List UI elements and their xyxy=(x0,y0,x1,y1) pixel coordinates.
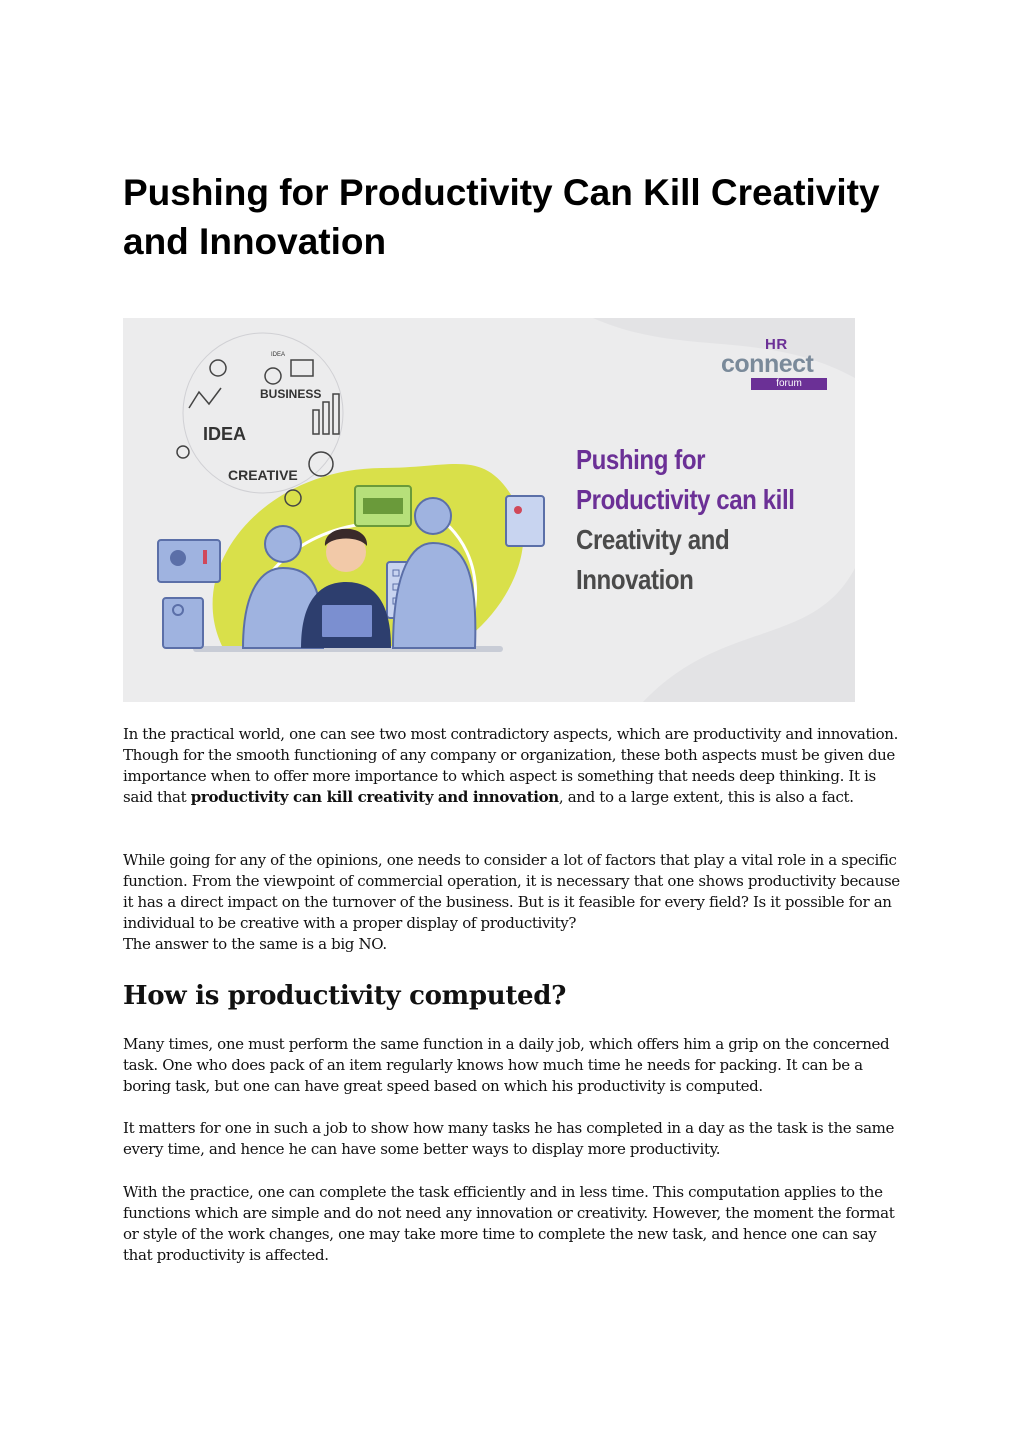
paragraph-intro-end: , and to a large extent, this is also a fact. xyxy=(558,788,854,806)
paragraph-intro-start: In the practical world, one can see two most contradictory aspects, which are productivity and innovation. Though for the smooth functioning of any company or organization, these both aspects must be given due importance when to offer more importance to which aspect is something that needs deep thinking. It is said that xyxy=(123,725,898,806)
banner-headline-line2: Productivity can kill xyxy=(576,484,795,515)
banner-headline xyxy=(576,440,808,600)
laptop-doodle-icon xyxy=(291,360,313,376)
doodle-idea: IDEA xyxy=(203,424,247,444)
bold-link-text: productivity can kill creativity and innovation xyxy=(190,788,559,806)
paragraph-daily-job: Many times, one must perform the same function in a daily job, which offers him a grip on the concerned task. One who does pack of an item regularly knows how much time he needs for packing. It can be a boring task, but one can have great speed based on which his productivity is computed. xyxy=(123,1035,890,1095)
page-title: Pushing for Productivity Can Kill Creativity and Innovation xyxy=(123,172,880,262)
person-left-icon xyxy=(265,526,301,562)
chart-card-icon xyxy=(158,540,220,582)
logo-connect-text: connect xyxy=(721,350,814,378)
trend-doodle-icon xyxy=(189,388,221,408)
doodle-creative: CREATIVE xyxy=(228,467,298,483)
paragraph-tasks-count: It matters for one in such a job to show how many tasks he has completed in a day as the task is the same every time, and hence he can have some better ways to display more productivity. xyxy=(123,1119,895,1158)
logo-hr-text: HR xyxy=(765,336,788,353)
bar-chart-doodle-icon xyxy=(313,410,319,434)
doodle-business: BUSINESS xyxy=(260,387,322,401)
document-card-icon xyxy=(506,496,544,546)
banner-headline-line1: Pushing for xyxy=(576,444,706,475)
gear-doodle-icon xyxy=(265,368,281,384)
banner-headline-line3: Creativity and xyxy=(576,524,730,555)
logo-forum-text: forum xyxy=(751,378,827,390)
paragraph-opinions xyxy=(123,850,908,955)
brain-doodle-icon xyxy=(309,452,333,476)
banner-image xyxy=(123,318,855,702)
section-heading: How is productivity computed? xyxy=(123,981,567,1011)
search-card-icon xyxy=(163,598,203,648)
person-right-icon xyxy=(415,498,451,534)
lightbulb-doodle-icon xyxy=(210,360,226,376)
paragraph-opinions-answer: The answer to the same is a big NO. xyxy=(123,935,387,953)
paragraph-opinions-text: While going for any of the opinions, one needs to consider a lot of factors that play a vital role in a specific function. From the viewpoint of commercial operation, it is necessary that one shows productivity because it has a direct impact on the turnover of the business. But is it feasible for every field? Is it possible for an individual to be creative with a proper display of productivity? xyxy=(123,851,900,932)
hr-connect-forum-logo xyxy=(721,336,833,392)
at-doodle-icon xyxy=(177,446,189,458)
paragraph-intro xyxy=(123,724,908,808)
doodle-idea-small: IDEA xyxy=(271,352,286,358)
paragraph-practice: With the practice, one can complete the task efficiently and in less time. This computation applies to the functions which are simple and do not need any innovation or creativity. However, the moment the format or style of the work changes, one may take more time to complete the new task, and hence one can say that productivity is affected. xyxy=(123,1183,895,1264)
laptop-icon xyxy=(321,604,373,638)
banner-headline-line4: Innovation xyxy=(576,564,694,595)
